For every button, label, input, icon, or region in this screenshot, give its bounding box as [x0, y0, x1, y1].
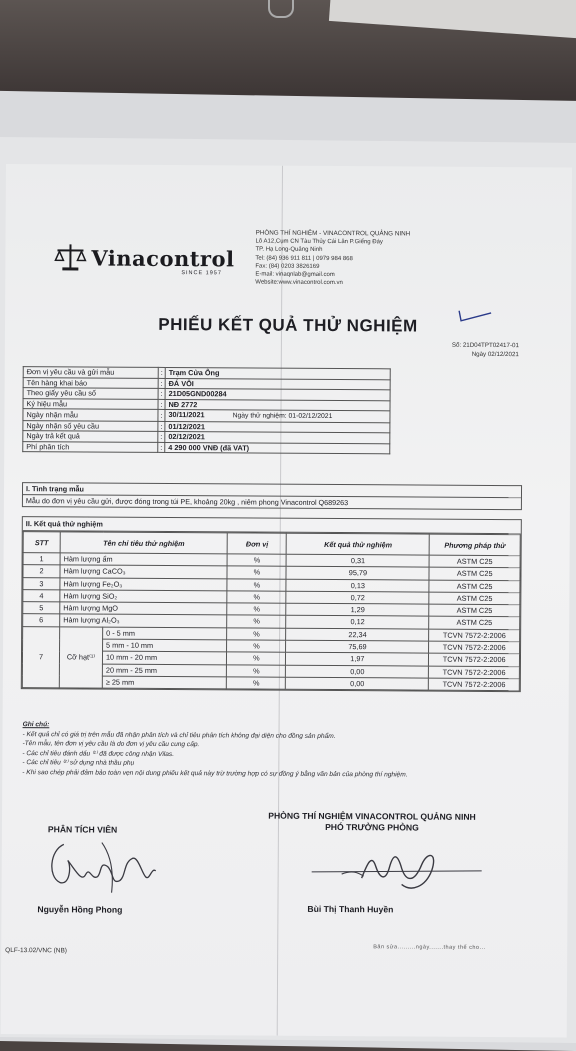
- info-value-cell: [165, 442, 390, 454]
- analyst-signature: [42, 836, 162, 897]
- info-colon: :: [158, 431, 165, 442]
- result-unit: %: [227, 603, 286, 616]
- info-value-cell: [165, 367, 390, 379]
- info-colon: :: [158, 442, 165, 453]
- notes-heading: Ghi chú:: [23, 720, 408, 732]
- info-value: 02/12/2021: [168, 432, 205, 441]
- result-unit: %: [227, 566, 286, 579]
- result-value: 1,29: [286, 603, 429, 616]
- info-value: ĐÁ VÔI: [169, 378, 194, 387]
- result-method: ASTM C25: [429, 567, 520, 580]
- deputy-title: PHÓ TRƯỞNG PHÒNG: [222, 821, 522, 834]
- analyst-title: PHÂN TÍCH VIÊN: [48, 824, 117, 834]
- info-value: Trạm Cửa Ông: [169, 368, 220, 377]
- result-stt: 1: [23, 553, 60, 566]
- lab-name: PHÒNG THÍ NGHIỆM - VINACONTROL QUẢNG NINH: [256, 230, 556, 240]
- lab-sign-title: PHÒNG THÍ NGHIỆM VINACONTROL QUẢNG NINH: [222, 810, 522, 823]
- result-unit: %: [227, 677, 286, 690]
- result-value: 0,31: [286, 554, 429, 567]
- results-table: [22, 531, 521, 691]
- grain-range: 20 mm - 25 mm: [102, 664, 226, 677]
- result-method: ASTM C25: [429, 617, 520, 630]
- result-unit: %: [227, 554, 286, 567]
- col-result: Kết quả thử nghiệm: [287, 533, 430, 555]
- notes-block: [22, 720, 408, 779]
- analyst-name: Nguyễn Hồng Phong: [37, 904, 122, 915]
- test-date: Ngày thử nghiệm: 01-02/12/2021: [233, 412, 333, 420]
- sample-condition-text: Mẫu do đơn vị yêu cầu gửi, được đóng trong túi PE, khoảng 20kg , niêm phong Vinacontrol Q689263: [23, 495, 521, 509]
- report-number: Số: 21D04TPT02417-01: [452, 341, 519, 350]
- document-title: PHIẾU KẾT QUẢ THỬ NGHIỆM: [5, 314, 571, 337]
- result-stt: 7: [22, 626, 59, 688]
- info-colon: :: [158, 421, 165, 432]
- lab-city: TP. Hạ Long-Quảng Ninh: [255, 246, 555, 256]
- result-name: Hàm lượng MgO: [60, 602, 227, 615]
- results-header-row: [23, 532, 520, 556]
- lab-fax: Fax: (84) 0203 3826169: [255, 262, 555, 272]
- result-value: 0,12: [286, 616, 429, 629]
- lab-tel: Tel: (84) 936 911 811 | 0979 984 868: [255, 254, 555, 264]
- result-unit: %: [227, 665, 286, 678]
- info-value-cell: [165, 388, 390, 400]
- info-value: 30/11/2021: [168, 410, 204, 419]
- result-stt: 5: [23, 602, 60, 615]
- deputy-signature: [302, 844, 492, 900]
- test-report-document: [1, 164, 572, 1037]
- note-line: - Khi sao chép phải đảm bảo toàn vẹn nội dung phiếu kết quả này trừ trường hợp có sự đồng ý bằng văn bản của phòng thí nghiệm.: [22, 768, 407, 780]
- info-label: Đơn vị yêu cầu và gửi mẫu: [23, 367, 158, 378]
- note-line: - Các chỉ tiêu ⁽²⁾ sử dụng nhà thầu phụ: [22, 758, 407, 770]
- result-value: 1,97: [286, 653, 429, 666]
- result-unit: %: [227, 640, 286, 653]
- result-method: ASTM C25: [429, 592, 520, 605]
- lab-email: E-mail: vinaqnlab@gmail.com: [255, 271, 555, 281]
- logo-since: SINCE 1957: [181, 270, 222, 276]
- info-value: 4 290 000 VNĐ (đã VAT): [168, 442, 249, 451]
- result-value: 0,13: [286, 579, 429, 592]
- report-number-block: [452, 341, 519, 359]
- result-method: TCVN 7572-2:2006: [429, 666, 520, 679]
- result-name: Hàm lượng ẩm: [60, 553, 227, 566]
- result-name: Hàm lượng CaCO₃: [60, 565, 227, 578]
- result-unit: %: [227, 578, 286, 591]
- result-stt: 2: [23, 565, 60, 578]
- result-method: TCVN 7572-2:2006: [429, 629, 520, 642]
- logo-wordmark: Vinacontrol: [91, 246, 234, 272]
- info-label: Theo giấy yêu cầu số: [23, 388, 158, 399]
- info-value-cell: [165, 431, 390, 443]
- info-label: Tên hàng khai báo: [23, 377, 158, 388]
- info-label: Ngày nhận số yêu cầu: [23, 420, 158, 431]
- section-heading: II. Kết quả thử nghiệm: [23, 517, 521, 534]
- info-colon: :: [158, 388, 165, 399]
- report-date: Ngày 02/12/2021: [452, 350, 519, 359]
- note-line: - Các chỉ tiêu đánh dấu ⁽¹⁾ đã được công nhận Vilas.: [22, 749, 407, 761]
- info-label: Ngày trả kết quả: [23, 431, 158, 442]
- lab-address: Lô A12,Cụm CN Tàu Thủy Cái Lân P.Giếng Đáy: [256, 238, 556, 248]
- form-code: QLF-13.02/VNC (NB): [5, 947, 67, 954]
- result-value: 75,69: [286, 640, 429, 653]
- result-method: ASTM C25: [429, 580, 520, 593]
- revision-line: Bản sửa.........ngày.......thay thế cho...: [373, 944, 485, 951]
- paper-clip-icon: [268, 0, 294, 18]
- lab-signature-block: [222, 810, 522, 834]
- test-results-section: [21, 516, 522, 692]
- result-method: TCVN 7572-2:2006: [429, 653, 520, 666]
- col-method: Phương pháp thử: [430, 534, 521, 556]
- result-stt: 6: [23, 614, 60, 627]
- result-value: 95,79: [286, 567, 429, 580]
- info-row: [23, 441, 390, 454]
- result-value: 0,00: [286, 677, 429, 690]
- result-method: TCVN 7572-2:2006: [429, 641, 520, 654]
- result-unit: %: [227, 652, 286, 665]
- info-colon: :: [158, 367, 165, 378]
- col-name: Tên chỉ tiêu thử nghiệm: [60, 532, 228, 554]
- scales-logo-icon: [53, 242, 87, 272]
- col-unit: Đơn vị: [228, 533, 287, 554]
- info-value: 01/12/2021: [168, 421, 205, 430]
- lab-contact-block: [255, 230, 555, 289]
- result-value: 0,00: [286, 665, 429, 678]
- grain-range: 5 mm - 10 mm: [103, 639, 227, 652]
- info-label: Phí phân tích: [23, 441, 158, 452]
- grain-range: 0 - 5 mm: [103, 627, 227, 640]
- grain-range: 10 mm - 20 mm: [102, 651, 226, 664]
- result-name: Hàm lượng SiO₂: [60, 590, 227, 603]
- vinacontrol-logo: [53, 242, 243, 279]
- result-value: 22,34: [286, 628, 429, 641]
- grain-range: ≥ 25 mm: [102, 676, 226, 689]
- info-value-cell: [165, 421, 390, 433]
- info-colon: :: [158, 409, 165, 421]
- lab-website: Website:www.vinacontrol.com.vn: [255, 279, 555, 289]
- result-value: 0,72: [286, 591, 429, 604]
- result-method: ASTM C25: [429, 555, 520, 568]
- info-colon: :: [158, 399, 165, 410]
- sample-info-table: [22, 366, 391, 454]
- sample-condition-section: [22, 482, 522, 510]
- info-label: Ngày nhận mẫu: [23, 409, 158, 421]
- info-value: NĐ 2772: [169, 399, 198, 408]
- grain-name: Cỡ hạt⁽¹⁾: [59, 627, 102, 689]
- result-name: Hàm lượng Fe₂O₃: [60, 577, 227, 590]
- section-heading: I. Tình trạng mẫu: [23, 483, 521, 498]
- result-method: TCVN 7572-2:2006: [429, 678, 520, 691]
- note-line: - Kết quả chỉ có giá trị trên mẫu đã nhận phân tích và chỉ tiêu phân tích không đại diện cho đồng sản phẩm.: [22, 730, 407, 742]
- result-stt: 4: [23, 590, 60, 603]
- result-method: ASTM C25: [429, 604, 520, 617]
- info-value: 21D05GND00284: [169, 389, 227, 398]
- info-colon: :: [158, 378, 165, 389]
- col-stt: STT: [23, 532, 60, 553]
- info-label: Ký hiệu mẫu: [23, 398, 158, 409]
- result-unit: %: [227, 615, 286, 628]
- info-value-cell: [165, 409, 390, 422]
- deputy-name: Bùi Thị Thanh Huyền: [307, 904, 393, 915]
- result-name: Hàm lượng Al₂O₃: [60, 614, 227, 627]
- result-stt: 3: [23, 577, 60, 590]
- note-line: -Tên mẫu, tên đơn vị yêu cầu là do đơn vị yêu cầu cung cấp.: [22, 739, 407, 751]
- result-unit: %: [227, 591, 286, 604]
- result-unit: %: [227, 628, 286, 641]
